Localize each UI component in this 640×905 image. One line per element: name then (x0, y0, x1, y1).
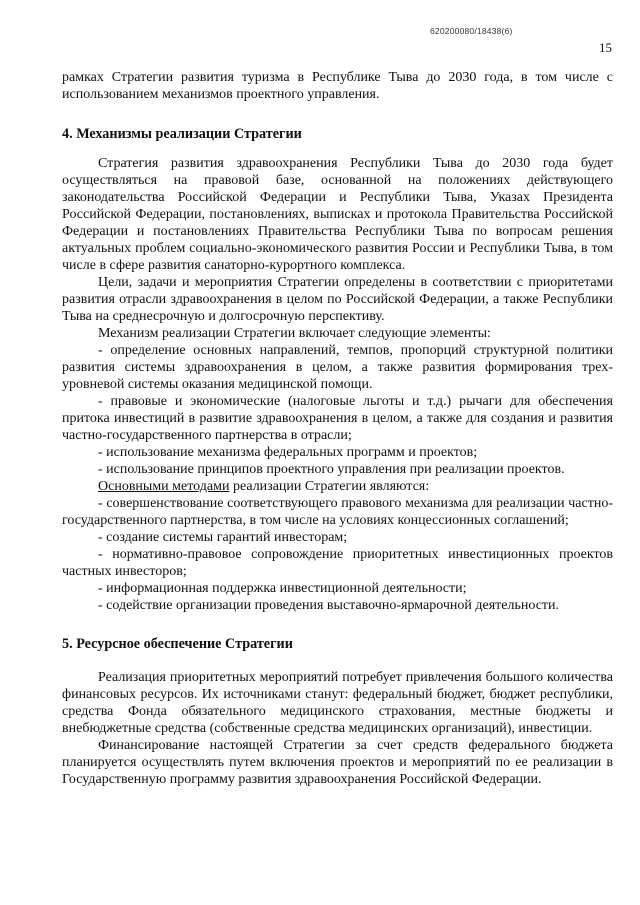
list-item: - использование механизма федеральных программ и проектов; (98, 445, 478, 460)
intro-paragraph: рамках Стратегии развития туризма в Республике Тыва до 2030 года, в том числе с использованием механизмов проектного управления. (62, 70, 613, 102)
section-4-paragraph-3: Механизм реализации Стратегии включает следующие элементы: (98, 326, 491, 341)
list-item: - совершенствование соответствующего правового механизма для реализации частно-государственного партнерства, в том числе на условиях концессионных соглашений; (62, 496, 613, 528)
list-item: - правовые и экономические (налоговые льготы и т.д.) рычаги для обеспечения притока инвестиций в развитие здравоохранения в целом, а также для создания и развития частно-государственного партнерства в отрасли; (62, 394, 613, 443)
list-item: - содействие организации проведения выставочно-ярмарочной деятельности. (98, 598, 560, 613)
methods-intro (62, 478, 613, 495)
methods-intro-rest: реализации Стратегии являются: (229, 479, 430, 494)
list-item: - создание системы гарантий инвесторам; (98, 530, 348, 545)
section-5-paragraph-2: Финансирование настоящей Стратегии за счет средств федерального бюджета планируется осуществлять путем включения проектов и мероприятий по ее реализации в Государственную программу развития здравоохранения Российской Федерации. (62, 738, 613, 787)
list-item: - определение основных направлений, темпов, пропорций структурной политики развития системы здравоохранения в целом, а также развития формирования трех-уровневой системы оказания медицинской помощи. (62, 343, 613, 392)
list-item: - нормативно-правовое сопровождение приоритетных инвестиционных проектов частных инвесторов; (62, 547, 613, 579)
section-5-heading: 5. Ресурсное обеспечение Стратегии (62, 636, 293, 652)
list-item: - использование принципов проектного управления при реализации проектов. (98, 462, 565, 477)
section-4-paragraph-2: Цели, задачи и мероприятия Стратегии определены в соответствии с приоритетами развития отрасли здравоохранения в целом по Российской Федерации, а также Республики Тыва на среднесрочную и долгосрочную перспективу. (62, 275, 613, 324)
page-body (62, 69, 613, 788)
section-5-paragraph-1: Реализация приоритетных мероприятий потребует привлечения большого количества финансовых ресурсов. Их источниками станут: федеральный бюджет, бюджет республики, средства Фонда обязательного медицинского страхования, местные бюджеты и внебюджетные средства (собственные средства медицинских организаций), инвестиции. (62, 670, 613, 736)
methods-underlined: Основными методами (98, 479, 230, 494)
list-item: - информационная поддержка инвестиционной деятельности; (98, 581, 467, 596)
page-number: 15 (599, 40, 612, 55)
section-4-heading: 4. Механизмы реализации Стратегии (62, 126, 302, 142)
section-4-paragraph-1: Стратегия развития здравоохранения Республики Тыва до 2030 года будет осуществляться на правовой базе, основанной на положениях действующего законодательства Российской Федерации и Республики Тыва, Указах Президента Российской Федерации, постановлениях, выписках и протокола Правительства Российской Федерации и постановлениях Правительства Республики Тыва по вопросам решения актуальных проблем социально-экономического развития России и Республики Тыва, в том числе в сфере развития санаторно-курортного комплекса. (62, 156, 613, 273)
document-code: 620200080/18438(6) (430, 26, 513, 36)
